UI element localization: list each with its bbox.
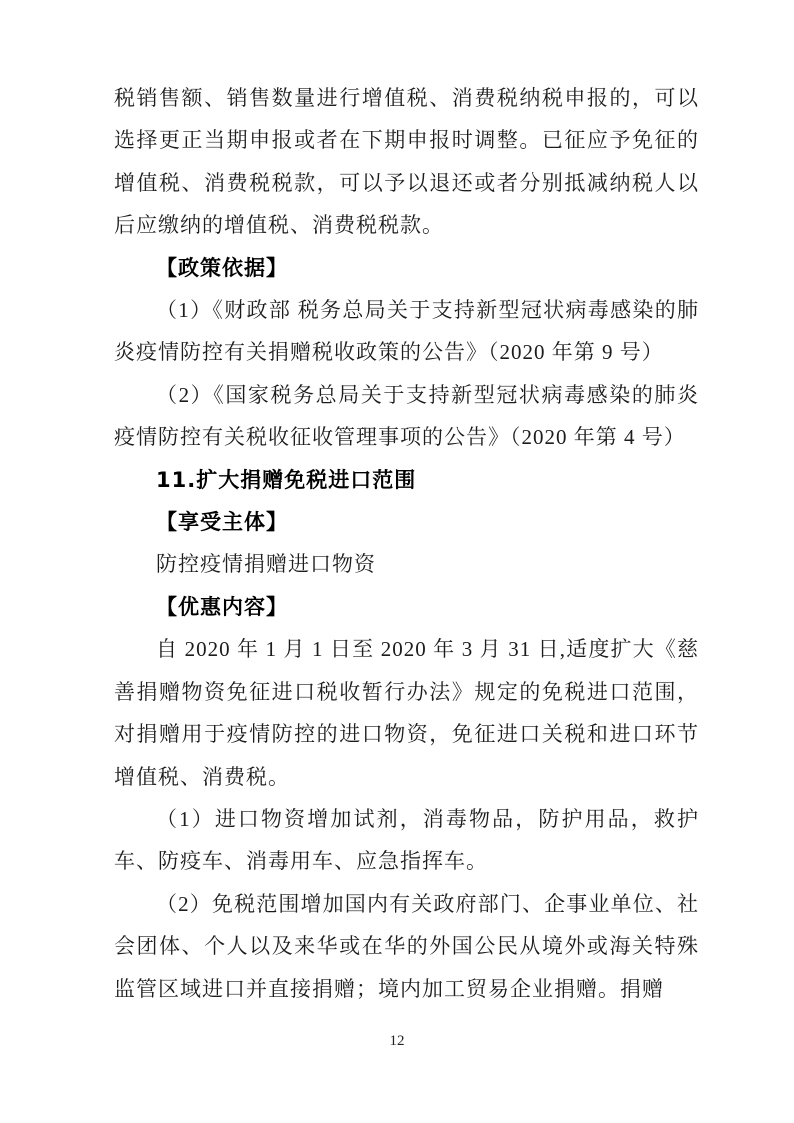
paragraph-preferential-goods: （1）进口物资增加试剂，消毒物品，防护用品，救护车、防疫车、消毒用车、应急指挥车。 (114, 806, 699, 874)
heading-policy-basis: 【政策依据】 (156, 255, 288, 280)
paragraph-preferential-scope: 自 2020 年 1 月 1 日至 2020 年 3 月 31 日,适度扩大《慈善捐赠物资免征进口税收暂行办法》规定的免税进口范围，对捐赠用于疫情防控的进口物资，免征进口关税和进口环节增值税、消费税。 (114, 637, 699, 789)
heading-item-11-title: 11.扩大捐赠免税进口范围 (156, 467, 417, 492)
paragraph-beneficiary: 防控疫情捐赠进口物资 (156, 552, 376, 577)
page-footer (0, 1031, 794, 1051)
page-number: 12 (389, 1033, 405, 1049)
paragraph-vat-refund-continued: 税销售额、销售数量进行增值税、消费税纳税申报的，可以选择更正当期申报或者在下期申报时调整。已征应予免征的增值税、消费税税款，可以予以退还或者分别抵减纳税人以后应缴纳的增值税、消费税税款。 (114, 86, 699, 238)
paragraph-policy-reference-2: （2）《国家税务总局关于支持新型冠状病毒感染的肺炎疫情防控有关税收征收管理事项的公告》（2020 年第 4 号） (114, 382, 699, 450)
document-body (114, 77, 699, 1010)
heading-beneficiary: 【享受主体】 (156, 510, 288, 535)
paragraph-preferential-donors: （2）免税范围增加国内有关政府部门、企事业单位、社会团体、个人以及来华或在华的外国公民从境外或海关特殊监管区域进口并直接捐赠；境内加工贸易企业捐赠。捐赠 (114, 891, 699, 1001)
paragraph-policy-reference-1: （1）《财政部 税务总局关于支持新型冠状病毒感染的肺炎疫情防控有关捐赠税收政策的公告》（2020 年第 9 号） (114, 298, 699, 365)
heading-preferential-content: 【优惠内容】 (156, 594, 288, 619)
